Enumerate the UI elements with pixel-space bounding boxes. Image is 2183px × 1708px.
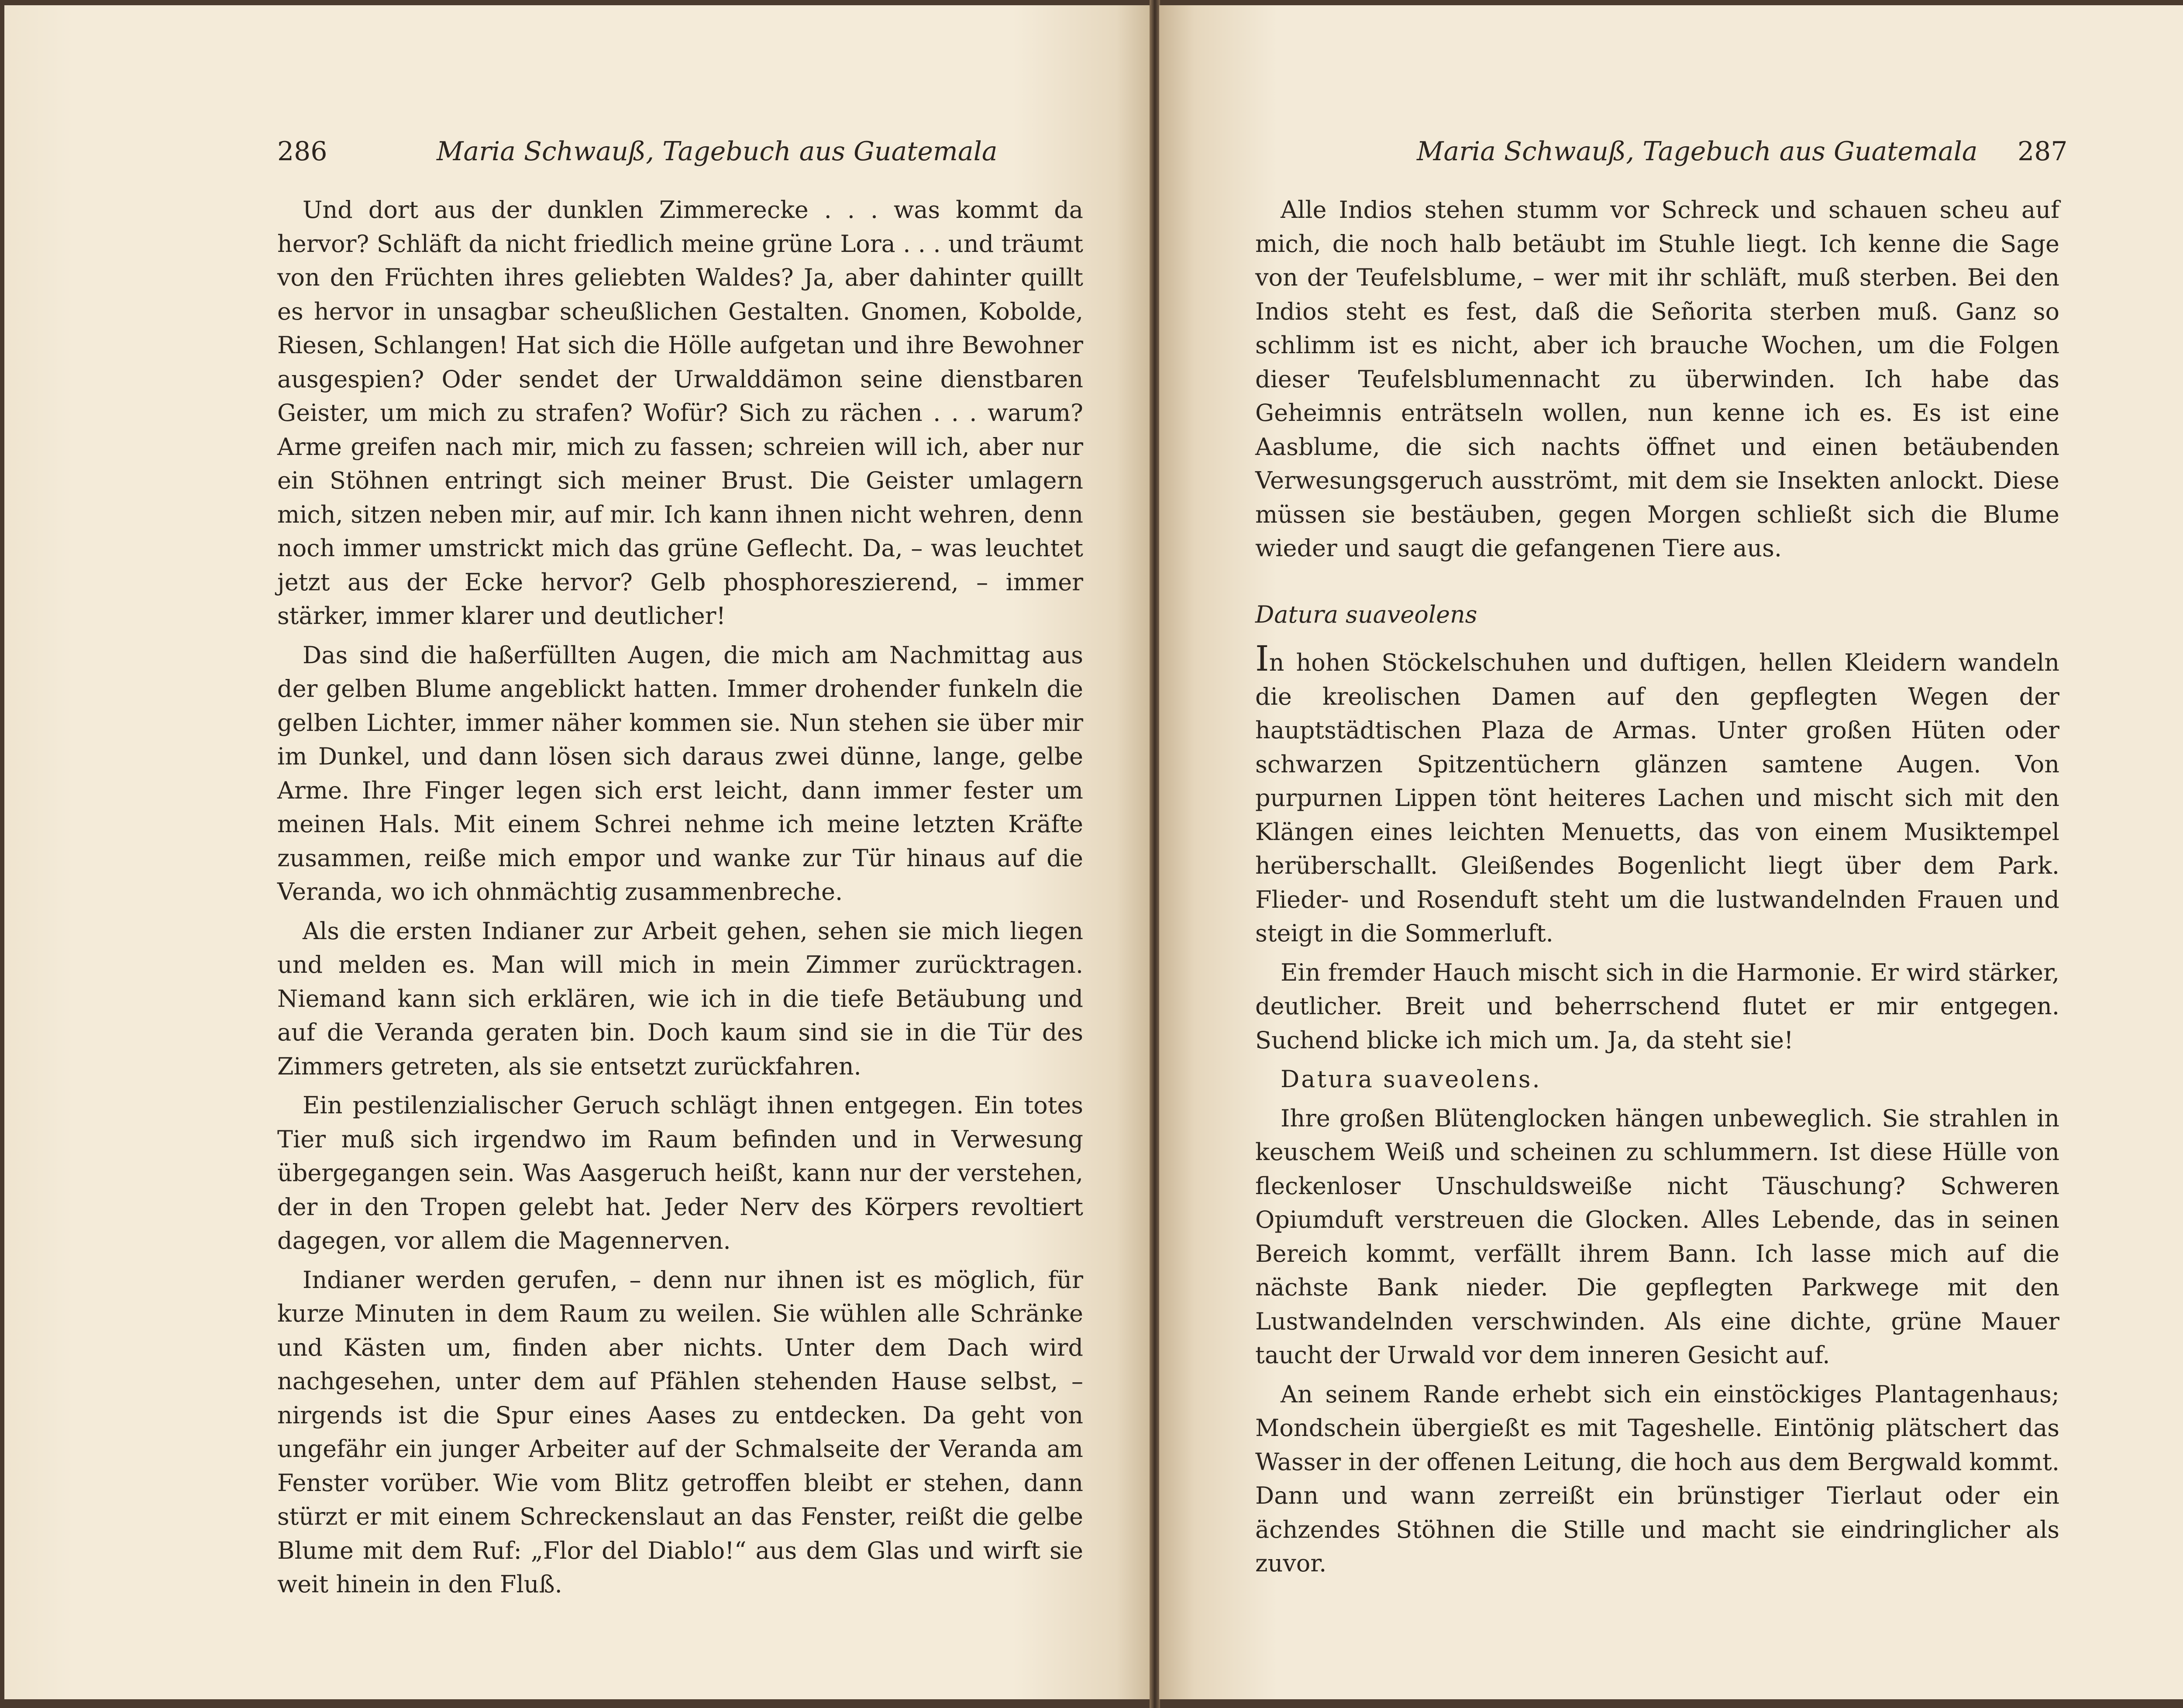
section-title: Datura suaveolens [1255, 600, 1477, 628]
paragraph: Als die ersten Indianer zur Arbeit gehen, sehen sie mich liegen und melden es. Man will mich in mein Zimmer zurücktragen. Niemand kann sich erklären, wie ich in die tiefe Betäubung und auf die Veranda geraten bin. Doch kaum sind sie in die Tür des Zimmers getreten, als sie entsetzt zurückfahren. [277, 917, 1083, 1080]
paragraph: In hohen Stöckelschuhen und duftigen, hellen Kleidern wandeln die kreolischen Damen auf den gepflegten Wegen der hauptstädtischen Plaza de Armas. Unter großen Hüten oder schwarzen Spitzentüchern glänzen samtene Augen. Von purpurnen Lippen tönt heiteres Lachen und mischt sich mit den Klängen eines leichten Menuetts, das von einem Musiktempel herüberschallt. Gleißendes Bogenlicht liegt über dem Park. Flieder- und Rosenduft steht um die lustwandelnden Frauen und steigt in die Sommerluft. [1255, 638, 2059, 947]
paragraph: Und dort aus der dunklen Zimmerecke . . . was kommt da hervor? Schläft da nicht friedlich meine grüne Lora . . . und träumt von den Früchten ihres geliebten Waldes? Ja, aber dahinter quillt es hervor in unsagbar scheußlichen Gestalten. Gnomen, Kobolde, Riesen, Schlangen! Hat sich die Hölle aufgetan und ihre Bewohner ausgespien? Oder sendet der Urwalddämon seine dienstbaren Geister, um mich zu strafen? Wofür? Sich zu rächen . . . warum? Arme greifen nach mir, mich zu fassen; schreien will ich, aber nur ein Stöhnen entringt sich meiner Brust. Die Geister umlagern mich, sitzen neben mir, auf mir. Ich kann ihnen nicht wehren, denn noch immer umstrickt mich das grüne Geflecht. Da, – was leuchtet jetzt aus der Ecke hervor? Gelb phosphoreszierend, – immer stärker, immer klarer und deutlicher! [277, 196, 1083, 630]
right-page-body [1255, 193, 2059, 1586]
running-header-right: Maria Schwauß, Tagebuch aus Guatemala [1417, 136, 1978, 167]
paragraph: An seinem Rande erhebt sich ein einstöckiges Plantagenhaus; Mondschein übergießt es mit Tageshelle. Eintönig plätschert das Wasser in der offenen Leitung, die hoch aus dem Bergwald kommt. Dann und wann zerreißt ein brünstiger Tierlaut oder ein ächzendes Stöhnen die Stille und macht sie eindringlicher als zuvor. [1255, 1380, 2059, 1577]
paragraph: Das sind die haßerfüllten Augen, die mich am Nachmittag aus der gelben Blume angeblickt hatten. Immer drohender funkeln die gelben Lichter, immer näher kommen sie. Nun stehen sie über mir im Dunkel, und dann lösen sich daraus zwei dünne, lange, gelbe Arme. Ihre Finger legen sich erst leicht, dann immer fester um meinen Hals. Mit einem Schrei nehme ich meine letzten Kräfte zusammen, reiße mich empor und wanke zur Tür hinaus auf die Veranda, wo ich ohnmächtig zusammenbreche. [277, 641, 1083, 906]
paragraph: Indianer werden gerufen, – denn nur ihnen ist es möglich, für kurze Minuten in dem Raum zu weilen. Sie wühlen alle Schränke und Kästen um, finden aber nichts. Unter dem Dach wird nachgesehen, unter dem auf Pfählen stehenden Hause selbst, – nirgends ist die Spur eines Aases zu entdecken. Da geht von ungefähr ein junger Arbeiter auf der Schmalseite der Veranda am Fenster vorüber. Wie vom Blitz getroffen bleibt er stehen, dann stürzt er mit einem Schreckenslaut an das Fenster, reißt die gelbe Blume mit dem Ruf: „Flor del Diablo!“ aus dem Glas und wirft sie weit hinein in den Fluß. [277, 1266, 1083, 1598]
paragraph: Ihre großen Blütenglocken hängen unbeweglich. Sie strahlen in keuschem Weiß und scheinen zu schlummern. Ist diese Hülle von fleckenloser Unschuldsweiße nicht Täuschung? Schweren Opiumduft verstreuen die Glocken. Alles Lebende, das in seinen Bereich kommt, verfällt ihrem Bann. Ich lasse mich auf die nächste Bank nieder. Die gepflegten Parkwege mit den Lustwandelnden verschwinden. Als eine dichte, grüne Mauer taucht der Urwald vor dem inneren Gesicht auf. [1255, 1104, 2059, 1369]
paragraph: Alle Indios stehen stumm vor Schreck und schauen scheu auf mich, die noch halb betäubt im Stuhle liegt. Ich kenne die Sage von der Teufelsblume, – wer mit ihr schläft, muß sterben. Bei den Indios steht es fest, daß die Señorita sterben muß. Ganz so schlimm ist es nicht, aber ich brauche Wochen, um die Folgen dieser Teufelsblumennacht zu überwinden. Ich habe das Geheimnis enträtseln wollen, nun kenne ich es. Es ist eine Aasblume, die sich nachts öffnet und einen betäubenden Verwesungsgeruch ausströmt, mit dem sie Insekten anlockt. Diese müssen sie bestäuben, gegen Morgen schließt sich die Blume wieder und saugt die gefangenen Tiere aus. [1255, 196, 2059, 562]
right-page [1159, 5, 2183, 1699]
paragraph: Ein fremder Hauch mischt sich in die Harmonie. Er wird stärker, deutlicher. Breit und beherrschend flutet er mir entgegen. Suchend blicke ich mich um. Ja, da steht sie! [1255, 958, 2059, 1054]
page-number-right: 287 [2018, 136, 2068, 167]
paragraph: Ein pestilenzialischer Geruch schlägt ihnen entgegen. Ein totes Tier muß sich irgendwo im Raum befinden und in Verwesung übergegangen sein. Was Aasgeruch heißt, kann nur der verstehen, der in den Tropen gelebt hat. Jeder Nerv des Körpers revoltiert dagegen, vor allem die Magennerven. [277, 1092, 1083, 1254]
running-header-left: Maria Schwauß, Tagebuch aus Guatemala [437, 136, 998, 167]
page-number-left: 286 [277, 136, 327, 167]
book-gutter [1150, 0, 1160, 1708]
left-page-body [277, 193, 1083, 1607]
left-page [4, 5, 1150, 1699]
paragraph-flower-name: Datura suaveolens. [1281, 1065, 1542, 1093]
